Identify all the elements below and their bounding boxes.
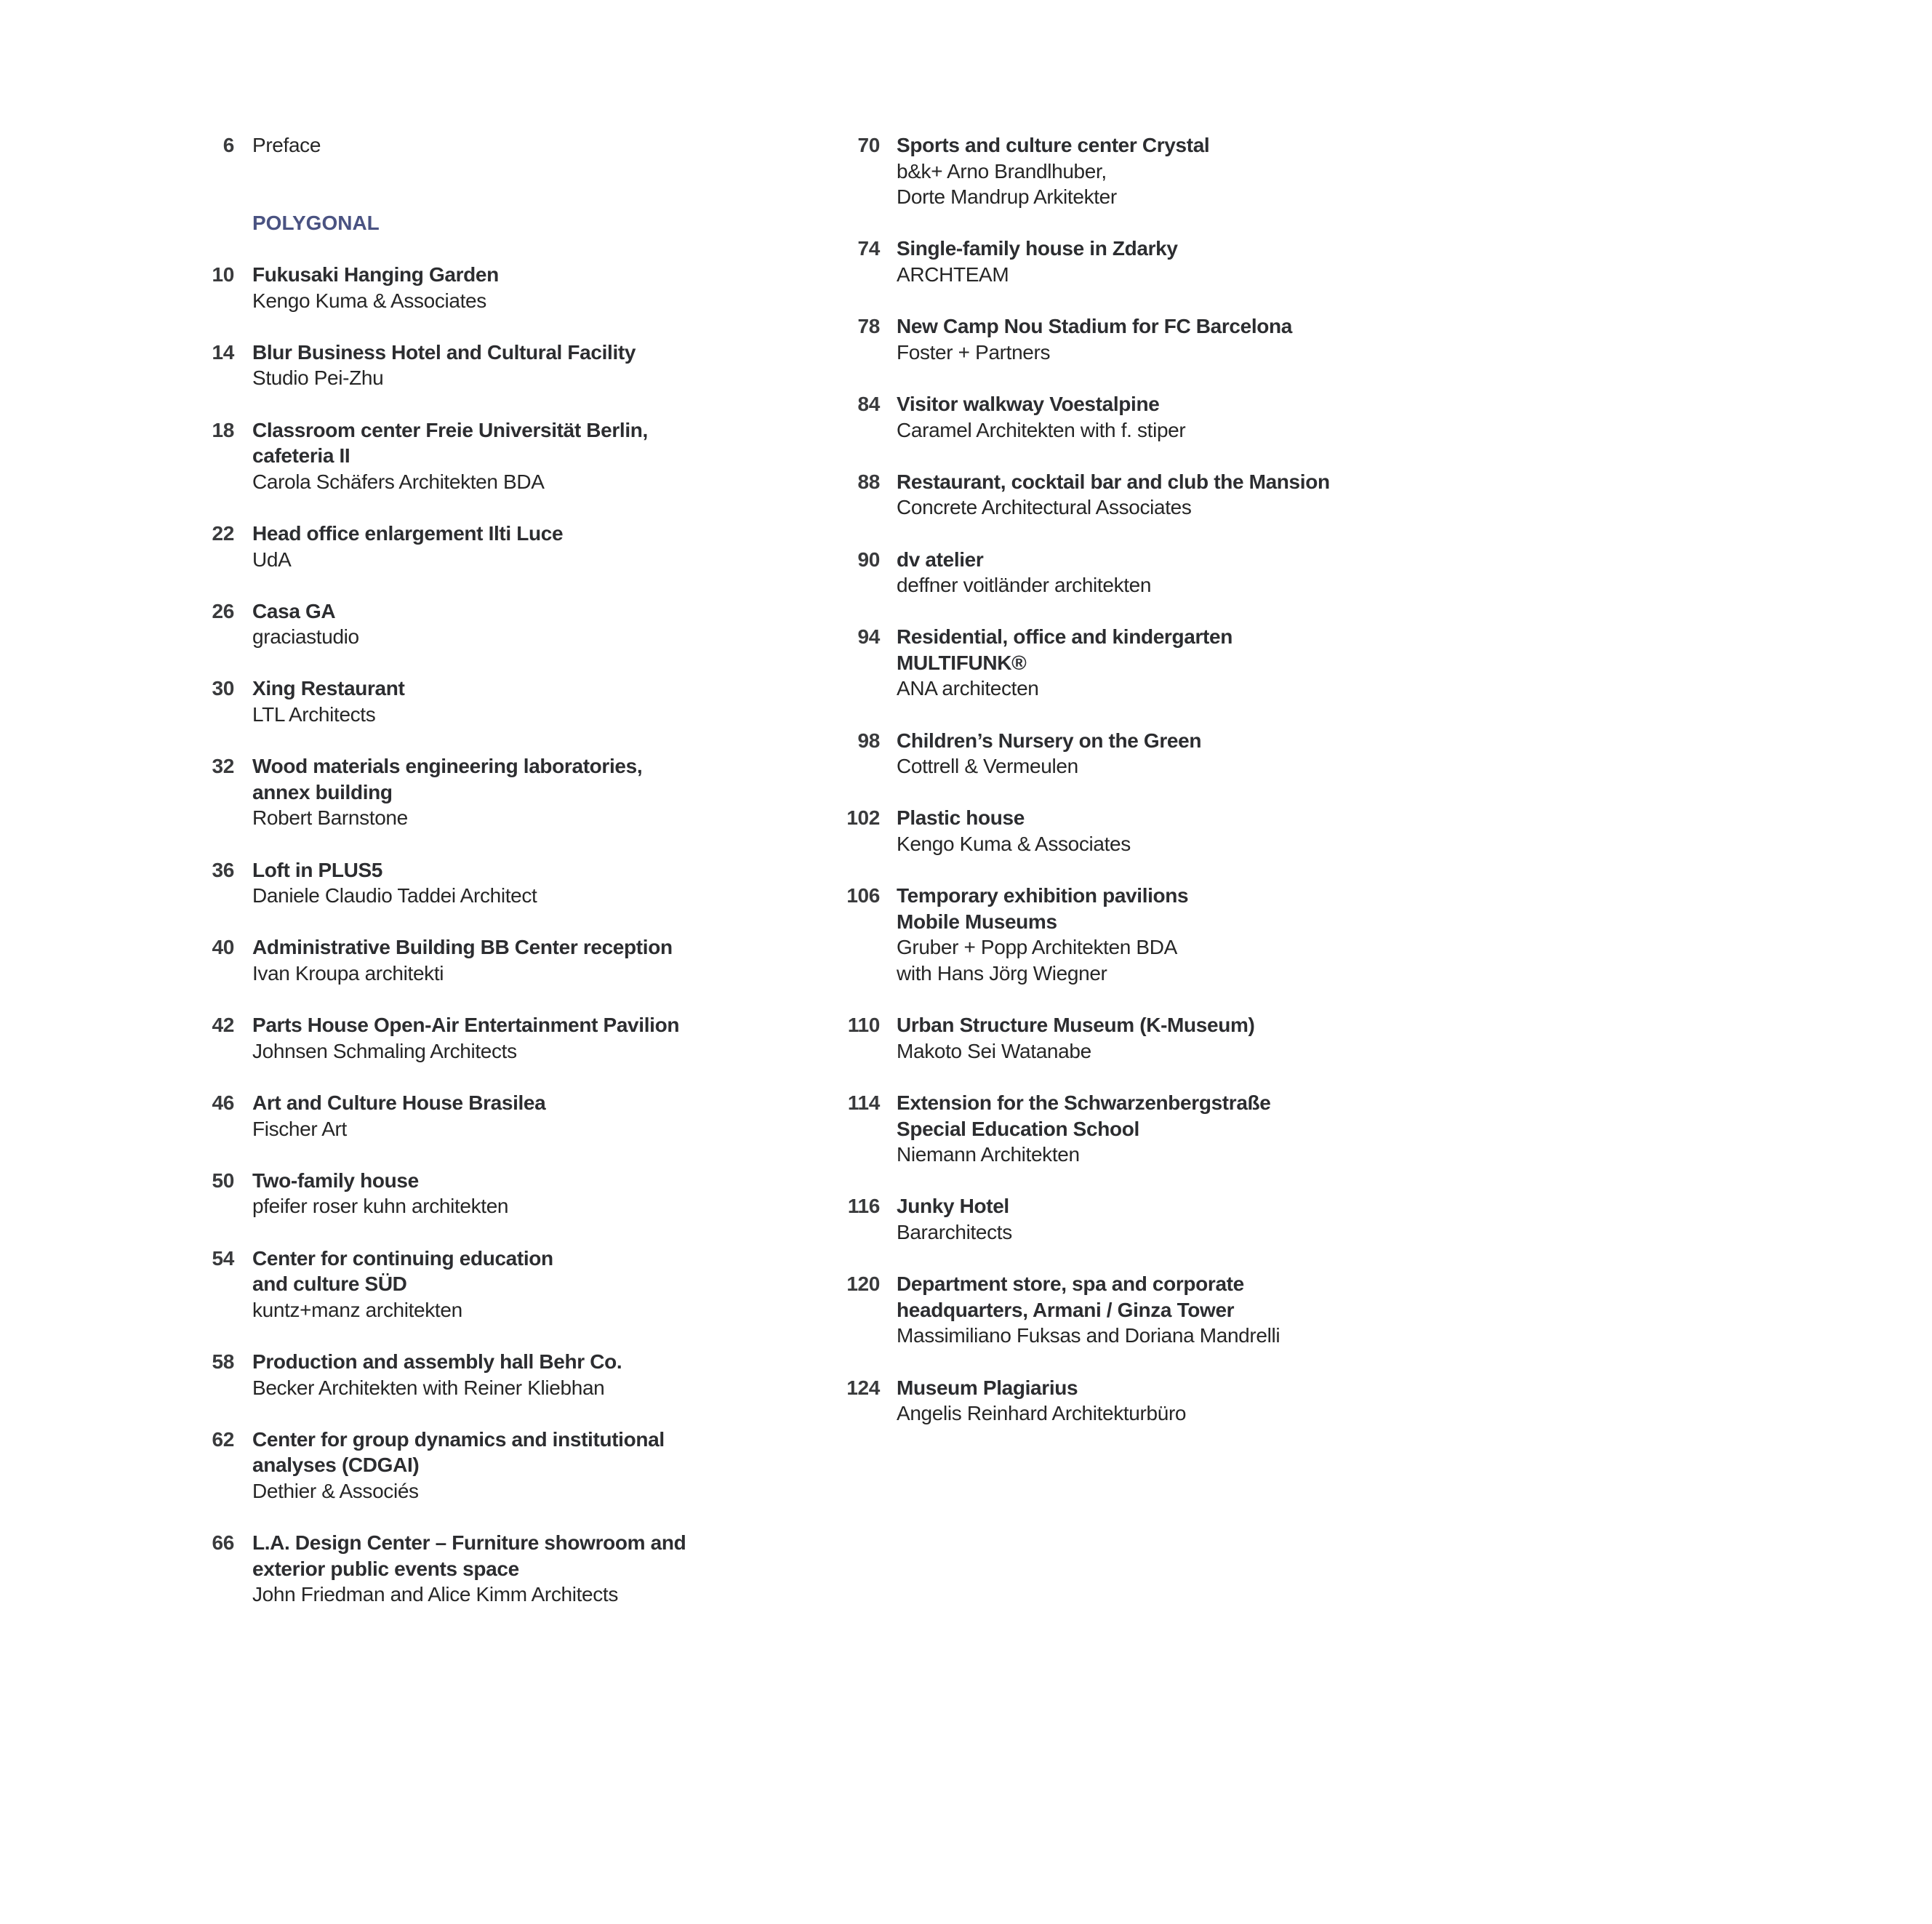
page-number: 58 [212,1350,234,1373]
entry-architect-line: Bararchitects [897,1220,1012,1243]
entry-architect [897,934,1188,986]
entry-title-line: Single-family house in Zdarky [897,237,1178,260]
entry-title-line: headquarters, Armani / Ginza Tower [897,1298,1235,1321]
entry-architect-line: Fischer Art [252,1117,347,1140]
toc-entry[interactable] [191,857,772,909]
toc-list-right [836,132,1462,1427]
entry-title [897,236,1178,262]
entry-title [252,521,563,547]
entry-title [897,1012,1255,1038]
page-number: 50 [212,1169,234,1192]
entry-title-line: Center for continuing education [252,1246,553,1270]
entry-title-line: Residential, office and kindergarten [897,625,1232,649]
entry-title [252,262,499,288]
entry-architect-line: UdA [252,548,292,571]
page-number: 110 [847,1014,880,1037]
entry-title-line: Art and Culture House Brasilea [252,1091,546,1114]
entry-title [897,883,1188,934]
entry-title-line: Fukusaki Hanging Garden [252,262,499,286]
toc-entry[interactable] [191,340,772,391]
page-number: 36 [212,858,234,881]
entry-title-line: Production and assembly hall Behr Co. [252,1350,622,1373]
entry-title-line: Parts House Open-Air Entertainment Pavilion [252,1014,680,1037]
entry-title [252,340,636,366]
entry-architect-line: kuntz+manz architekten [252,1298,462,1321]
entry-architect [897,340,1292,366]
entry-title-line: Temporary exhibition pavilions [897,884,1189,907]
entry-title-line: Administrative Building BB Center reception [252,936,673,959]
entry-title-line: Head office enlargement Ilti Luce [252,521,564,545]
entry-title-line: analyses (CDGAI) [252,1454,420,1477]
entry-title-line: exterior public events space [252,1557,519,1580]
entry-body [234,598,359,650]
page-number: 66 [212,1531,234,1555]
entry-architect-line: Concrete Architectural Associates [897,496,1192,519]
entry-title-line: Visitor walkway Voestalpine [897,392,1160,415]
entry-architect-line: with Hans Jörg Wiegner [897,962,1107,985]
entry-title [252,1168,508,1194]
entry-body [234,857,537,909]
entry-architect [252,702,404,728]
entry-architect [897,159,1209,210]
entry-title [252,598,359,625]
entry-body [880,236,1178,287]
page-number: 32 [212,755,234,778]
page-number: 10 [212,262,234,286]
toc-entry[interactable] [191,262,772,313]
entry-architect [252,365,636,391]
entry-architect [897,831,1131,857]
entry-architect-line: LTL Architects [252,703,376,726]
entry-architect [252,961,673,987]
toc-entry[interactable] [836,132,1462,210]
entry-architect-line: Massimiliano Fuksas and Doriana Mandrelli [897,1324,1280,1347]
toc-entry[interactable] [836,1271,1462,1349]
entry-architect-line: ANA architecten [897,677,1039,700]
entry-architect [897,572,1151,598]
entry-body [880,883,1188,986]
entry-architect-line: Gruber + Popp Architekten BDA [897,936,1177,959]
entry-architect-line: Daniele Claudio Taddei Architect [252,884,537,907]
page-number: 6 [223,134,234,156]
entry-architect-line: graciastudio [252,625,359,649]
entry-title [897,1271,1280,1323]
page-number: 42 [212,1014,234,1037]
entry-architect [252,1582,686,1608]
entry-title-line: Plastic house [897,806,1025,830]
entry-architect [252,1116,545,1142]
entry-architect-line: Foster + Partners [897,340,1051,364]
page-number: 102 [846,806,880,830]
entry-title-line: Junky Hotel [897,1195,1009,1218]
entry-title [252,934,673,961]
entry-body [880,1193,1012,1245]
entry-title-line: Museum Plagiarius [897,1376,1078,1399]
entry-architect [252,883,537,909]
toc-entry[interactable] [836,728,1462,779]
entry-architect-line: ARCHTEAM [897,262,1009,286]
entry-title [252,1427,665,1478]
entry-body [234,1168,508,1219]
entry-body [234,753,642,831]
toc-entry[interactable] [836,883,1462,986]
page-number: 94 [857,625,880,649]
entry-architect-line: Dethier & Associés [252,1479,419,1502]
toc-entry[interactable] [836,391,1462,443]
entry-title-line: Mobile Museums [897,910,1057,933]
entry-title-line: Extension for the Schwarzenbergstraße [897,1091,1271,1114]
page-number: 116 [847,1195,880,1218]
entry-body [234,934,673,986]
entry-architect [897,1323,1280,1349]
entry-title: Preface [252,134,321,156]
toc-entry[interactable] [836,1090,1462,1168]
entry-architect-line: John Friedman and Alice Kimm Architects [252,1583,619,1606]
entry-title-line: Loft in PLUS5 [252,858,382,881]
entry-architect [252,1038,679,1065]
entry-architect-line: Makoto Sei Watanabe [897,1039,1091,1062]
page-number: 74 [857,237,880,260]
entry-architect-line: Kengo Kuma & Associates [897,833,1131,856]
entry-title-line: Children’s Nursery on the Green [897,729,1202,752]
entry-title-line: Classroom center Freie Universität Berlin, [252,418,648,441]
toc-left-column [191,132,772,1633]
page-number: 40 [212,936,234,959]
entry-architect [252,1297,553,1323]
entry-body [234,1349,622,1400]
entry-architect-line: Kengo Kuma & Associates [252,289,486,312]
entry-title [252,676,404,702]
entry-body [880,1012,1255,1064]
entry-title-line: New Camp Nou Stadium for FC Barcelona [897,315,1293,338]
toc-entry[interactable] [191,1427,772,1504]
entry-architect [897,1219,1012,1246]
entry-architect [897,1400,1186,1427]
entry-architect [252,624,359,650]
toc-entry[interactable] [836,236,1462,287]
entry-architect-line: b&k+ Arno Brandlhuber, [897,159,1107,183]
entry-title-line: L.A. Design Center – Furniture showroom and [252,1531,686,1555]
page-number: 54 [212,1246,234,1270]
entry-architect-line: Studio Pei-Zhu [252,366,384,390]
entry-body [234,1090,545,1142]
entry-architect [252,1375,622,1401]
entry-architect [252,805,642,831]
entry-body [880,728,1201,779]
entry-body [234,340,636,391]
entry-body [234,1246,553,1323]
entry-title-line: and culture SÜD [252,1272,407,1296]
entry-title [252,1530,686,1582]
entry-title [897,391,1185,417]
entry-title [897,624,1232,676]
toc-entry[interactable] [191,934,772,986]
entry-architect [897,1038,1255,1065]
entry-body [234,1012,679,1064]
toc-entry[interactable] [836,1193,1462,1245]
entry-architect-line: Caramel Architekten with f. stiper [897,418,1186,441]
page-number: 120 [846,1272,880,1296]
entry-architect [897,417,1185,444]
entry-title [897,1193,1012,1219]
toc-entry[interactable] [836,1375,1462,1427]
page-number: 114 [847,1091,880,1114]
page-number: 22 [212,521,234,545]
toc-entry[interactable] [191,1012,772,1064]
toc-entry[interactable] [836,469,1462,521]
toc-entry[interactable] [191,676,772,727]
page-number: 26 [212,599,234,622]
toc-entry[interactable] [836,313,1462,365]
entry-architect [897,753,1201,779]
toc-entry[interactable] [191,1246,772,1323]
entry-architect-line: Ivan Kroupa architekti [252,962,444,985]
toc-entry[interactable] [191,1090,772,1142]
page-number: 78 [857,315,880,338]
entry-title-line: Casa GA [252,599,336,622]
entry-architect [252,1193,508,1219]
page-number: 46 [212,1091,234,1114]
entry-body [234,417,648,495]
entry-title [897,132,1209,159]
entry-architect-line: Dorte Mandrup Arkitekter [897,185,1117,209]
toc-entry[interactable] [191,1168,772,1219]
toc-entry[interactable] [836,1012,1462,1064]
entry-title [252,1349,622,1375]
entry-body [234,262,499,313]
toc-entry[interactable] [191,417,772,495]
entry-body [880,1271,1280,1349]
entry-architect-line: Johnsen Schmaling Architects [252,1039,517,1062]
entry-title [252,1012,679,1038]
entry-architect-line: Carola Schäfers Architekten BDA [252,470,545,493]
entry-architect-line: deffner voitländer architekten [897,574,1152,597]
entry-body [234,1530,686,1608]
toc-entry-preface[interactable] [191,132,772,159]
entry-title [897,1090,1271,1142]
entry-title-line: Two-family house [252,1169,419,1192]
entry-body [880,313,1292,365]
entry-title-line: Xing Restaurant [252,677,405,700]
entry-architect-line: pfeifer roser kuhn architekten [252,1195,509,1218]
entry-title-line: MULTIFUNK® [897,651,1027,674]
toc-entry[interactable] [836,624,1462,702]
toc-entry[interactable] [836,547,1462,598]
section-heading: POLYGONAL [252,211,380,234]
toc-right-column [836,132,1462,1452]
entry-body [234,521,563,572]
entry-title-line: Blur Business Hotel and Cultural Facility [252,340,636,364]
entry-title-line: Center for group dynamics and institutional [252,1427,665,1451]
toc-entry[interactable] [191,1349,772,1400]
entry-architect [897,676,1232,702]
entry-architect [897,1142,1271,1168]
entry-architect-line: Becker Architekten with Reiner Kliebhan [252,1376,605,1399]
entry-body [880,624,1232,702]
toc-entry[interactable] [191,1530,772,1608]
entry-title [252,753,642,805]
entry-title [897,547,1151,573]
entry-title-line: annex building [252,780,393,803]
entry-title [897,469,1330,495]
entry-body [880,132,1209,210]
page-number: 106 [846,884,880,907]
entry-architect-line: Cottrell & Vermeulen [897,755,1078,778]
entry-body [880,1375,1186,1427]
entry-title-line: Special Education School [897,1117,1139,1140]
entry-title [897,1375,1186,1401]
entry-title-line: Sports and culture center Crystal [897,134,1210,156]
toc-entry[interactable] [191,521,772,572]
entry-title-line: cafeteria II [252,444,350,468]
entry-architect-line: Niemann Architekten [897,1143,1080,1166]
toc-entry[interactable] [191,598,772,650]
entry-title-line: Wood materials engineering laboratories, [252,755,643,778]
entry-body [880,391,1185,443]
page-number: 70 [857,134,880,156]
page-number: 62 [212,1427,234,1451]
entry-title [897,313,1292,340]
page-number: 98 [857,729,880,752]
entry-title-line: Urban Structure Museum (K-Museum) [897,1014,1255,1037]
entry-body [880,547,1151,598]
entry-architect [897,494,1330,521]
entry-title [252,417,648,469]
entry-architect [252,1478,665,1504]
page-number: 30 [212,677,234,700]
entry-architect-line: Robert Barnstone [252,806,408,830]
entry-title-line: Restaurant, cocktail bar and club the Mansion [897,470,1330,493]
entry-architect [897,262,1178,288]
entry-title-line: Department store, spa and corporate [897,1272,1244,1296]
entry-body [234,1427,665,1504]
entry-body [234,676,404,727]
entry-body [880,1090,1271,1168]
page-number: 88 [857,470,880,493]
toc-entry[interactable] [191,753,772,831]
page-number: 84 [857,392,880,415]
entry-body [880,469,1330,521]
entry-title [252,1246,553,1297]
entry-title-line: dv atelier [897,548,984,571]
entry-architect [252,469,648,495]
page-number: 90 [857,548,880,571]
toc-list-left [191,262,772,1608]
toc-entry[interactable] [836,805,1462,857]
entry-title [897,805,1131,831]
entry-architect [252,547,563,573]
page-number: 18 [212,418,234,441]
entry-title [252,1090,545,1116]
entry-title [252,857,537,883]
entry-architect [252,288,499,314]
entry-title [897,728,1201,754]
page-number: 14 [212,340,234,364]
entry-architect-line: Angelis Reinhard Architekturbüro [897,1402,1187,1425]
entry-body [880,805,1131,857]
page-number: 124 [846,1376,880,1399]
